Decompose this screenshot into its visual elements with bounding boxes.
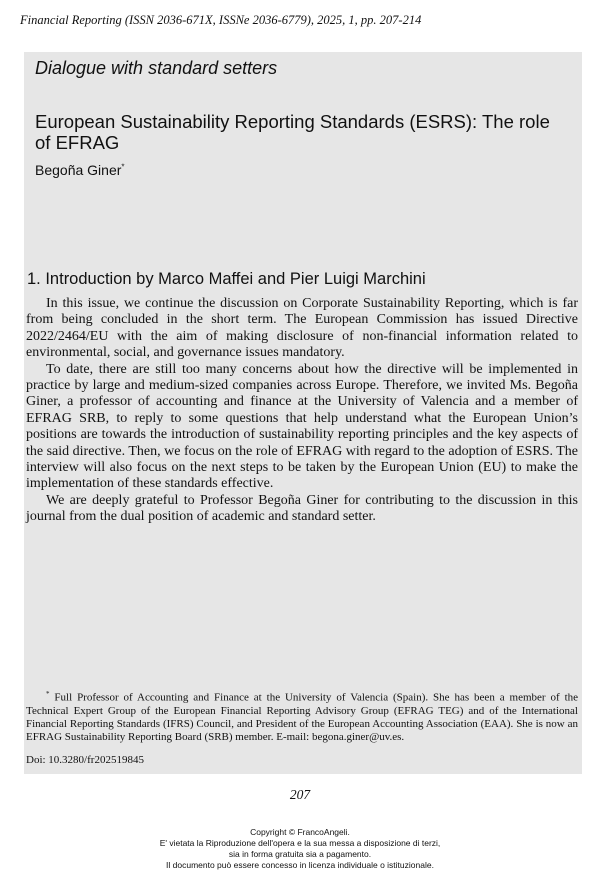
introduction-body xyxy=(26,296,578,526)
author-footnote-mark: * xyxy=(121,162,125,172)
copyright-line-2: E' vietata la Riproduzione dell'opera e la sua messa a disposizione di terzi, xyxy=(159,838,441,848)
body-paragraph-3: We are deeply grateful to Professor Begoña Giner for contributing to the discussion in this journal from the dual position of academic and standard setter. xyxy=(26,492,578,525)
author-name: Begoña Giner xyxy=(35,162,122,178)
page-number: 207 xyxy=(289,787,311,802)
doi: Doi: 10.3280/fr202519845 xyxy=(26,754,144,766)
body-paragraph-2: To date, there are still too many concerns about how the directive will be implemented in practice by large and medium-sized companies across Europe. Therefore, we invited Ms. Begoña Giner, a professor of accounting and finance at the University of Valencia and a member of EFRAG SRB, to reply to some questions that help understand what the European Union’s positions are towards the introduction of sustainability reporting principles and the key aspects of the said directive. Then, we focus on the role of EFRAG with regard to the adoption of ESRS. The interview will also focus on the next steps to be taken by the European Union (EU) to make the implementation of these standards effective. xyxy=(26,361,578,492)
footnote-mark: * xyxy=(46,690,50,698)
copyright-line-4: Il documento può essere concesso in licenza individuale o istituzionale. xyxy=(166,860,434,870)
copyright-line-3: sia in forma gratuita sia a pagamento. xyxy=(228,849,372,859)
section-heading: 1. Introduction by Marco Maffei and Pier Luigi Marchini xyxy=(27,270,426,288)
author-footnote xyxy=(26,688,578,744)
journal-header: Financial Reporting (ISSN 2036-671X, ISSNe 2036-6779), 2025, 1, pp. 207-214 xyxy=(20,13,422,27)
body-paragraph-1: In this issue, we continue the discussion on Corporate Sustainability Reporting, which is far from being concluded in the short term. The European Commission has issued Directive 2022/2464/EU with the aim of making disclosure of non-financial information related to environmental, social, and governance issues mandatory. xyxy=(26,296,578,361)
copyright-notice xyxy=(0,827,600,871)
article-title: European Sustainability Reporting Standards (ESRS): The role of EFRAG xyxy=(35,111,550,153)
copyright-line-1: Copyright © FrancoAngeli. xyxy=(250,827,350,837)
footnote-text: Full Professor of Accounting and Finance at the University of Valencia (Spain). She has been a member of the Technical Expert Group of the European Financial Reporting Advisory Group (EFRAG TEG) and of the International Financial Reporting Standards (IFRS) Council, and President of the European Accounting Association (EAA). She is now an EFRAG Sustainability Reporting Board (SRB) member. E-mail: begona.giner@uv.es. xyxy=(26,691,579,744)
author-line xyxy=(35,162,125,178)
section-tag: Dialogue with standard setters xyxy=(35,58,278,78)
